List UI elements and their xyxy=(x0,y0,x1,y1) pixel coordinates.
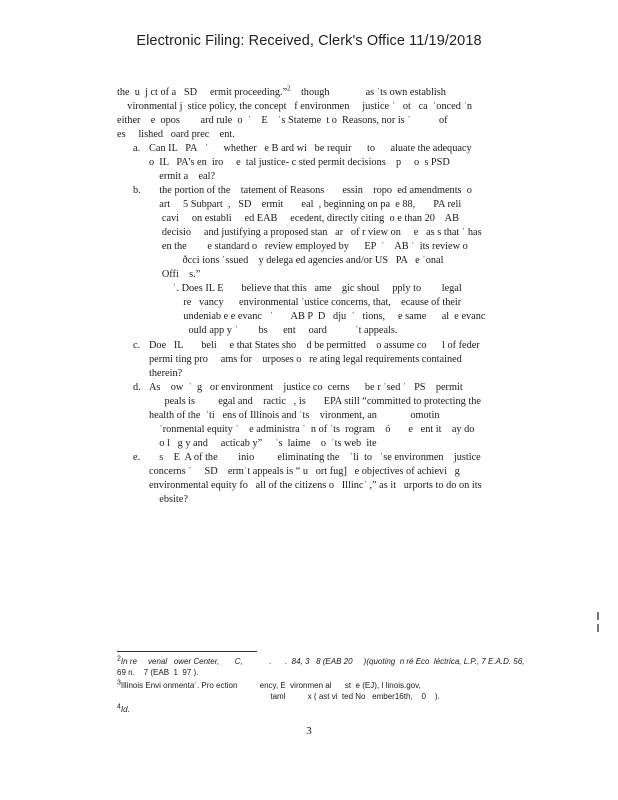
item-e-line: s E A of the inio eliminating the ˈli to ˈse environmen justice xyxy=(149,452,481,463)
filing-header: Electronic Filing: Received, Clerk's Office 11/19/2018 xyxy=(136,33,482,49)
item-e-line: concerns ˈ SD ermˈt appeals is “ u ort fug] e objectives of achievi g xyxy=(149,466,460,477)
footnote-3: 3Illinois Envi onmentaˈ. Pro ection ency, E vironmen al st e (EJ), I linois.gov, xyxy=(117,679,421,690)
item-b-label: b. xyxy=(133,185,141,196)
item-b-line: cavi on establi ed EAB ecedent, directly citing o e than 20 AB xyxy=(149,213,459,224)
item-a-line: o IL PA's en iro e tal justice- c sted permit decisions p o s PSD xyxy=(149,157,450,168)
item-b-line: en the e standard o review employed by EP ˈ AB ˈ its review o xyxy=(149,241,468,252)
page-number: 3 xyxy=(306,725,312,737)
item-d-line: ˈronmental equity ˈ e administra ˈ n of ˈts rogram ó e ent it ay do xyxy=(149,424,475,435)
intro-line-4: es lished oard prec ent. xyxy=(117,129,235,140)
item-d-line: health of the ˈti ens of Illinois and ˈts vironment, an omotin xyxy=(149,410,440,421)
item-b-line: the portion of the tatement of Reasons essin ropo ed amendments o xyxy=(149,185,472,196)
sub-item-line: undeniab e e evanc ˈ AB P D dju ˈ tions, e same al e evanc xyxy=(173,311,486,322)
footnote-3-cont: taml x ( ast vi ted No ember16th, 0 ). xyxy=(117,692,440,701)
item-b-line: art 5 Subpart , SD ermit eal , beginning on pa e 88, PA reli xyxy=(149,199,462,210)
item-e-line: ebsite? xyxy=(149,494,188,505)
item-c-line: Doe IL beli e that States sho d be permitted o assume co l of feder xyxy=(149,340,480,351)
footnote-2-cont: 69 n. 7 (EAB 1 97 ). xyxy=(117,668,199,677)
item-a-line: ermit a eal? xyxy=(149,171,216,182)
intro-line-2: vironmental j stice policy, the concept f environmen justice ˈ ot ca ˈonced ˈn xyxy=(117,101,473,112)
item-b-line: decisio and justifying a proposed stan ar of r view on e as s that ˈ has xyxy=(149,227,482,238)
item-e-line: environmental equity fo all of the citizens o Illincˈ ,” as it urports to do on its xyxy=(149,480,482,491)
footnote-divider xyxy=(117,651,257,652)
item-c-label: c. xyxy=(133,340,141,351)
sub-item-line: re vancy environmental ˈustice concerns, that, ecause of their xyxy=(173,297,462,308)
item-a-line: Can IL PA ˈ whether e B ard wi be requir to aluate the adequacy xyxy=(149,143,472,154)
item-d-line: peals is egal and ractic , is EPA still “committed to protecting the xyxy=(149,396,481,407)
item-c-line: permi ting pro ams for urposes o re ating legal requirements contained xyxy=(149,354,462,365)
intro-line-1: the u j ct of a SD ermit proceeding.”$^2$ though as ˈts own establish xyxy=(117,84,446,98)
intro-line-3: either e opos ard rule o ˈ E ˈs Stateme t o Reasons, nor is ˈ of xyxy=(117,115,448,126)
item-b-line: Offi s.” xyxy=(149,269,201,280)
item-e-label: e. xyxy=(133,452,141,463)
sub-item-line: ould app y ˈ bs ent oard ˈt appeals. xyxy=(173,325,398,336)
item-b-line: ðcci ions ˈssued y delega ed agencies and/or US PA e ˈonal xyxy=(149,255,444,266)
footnote-4: 4Id. xyxy=(117,703,130,714)
scan-mark xyxy=(597,612,599,620)
scan-mark xyxy=(597,624,599,632)
item-d-line: As ow ˈ g or environment justice co cerns be r ˈsed ˈ PS permit xyxy=(149,382,463,393)
item-a-label: a. xyxy=(133,143,141,154)
item-d-label: d. xyxy=(133,382,141,393)
footnote-2: 2In re venal ower Center, C, . . 84, 3 8 (EAB 20 )(quoting n ré Eco léctrica, L.P., 7 E.A.D. 56, xyxy=(117,655,525,666)
item-d-line: o l g y and acticab y” ˈs laime o ˈts web ite xyxy=(149,438,377,449)
sub-item-line: ˈ. Does IL E believe that this ame gic shoul pply to legal xyxy=(173,283,462,294)
footnote-ref: 2 xyxy=(287,84,291,93)
item-c-line: therein? xyxy=(149,368,183,379)
